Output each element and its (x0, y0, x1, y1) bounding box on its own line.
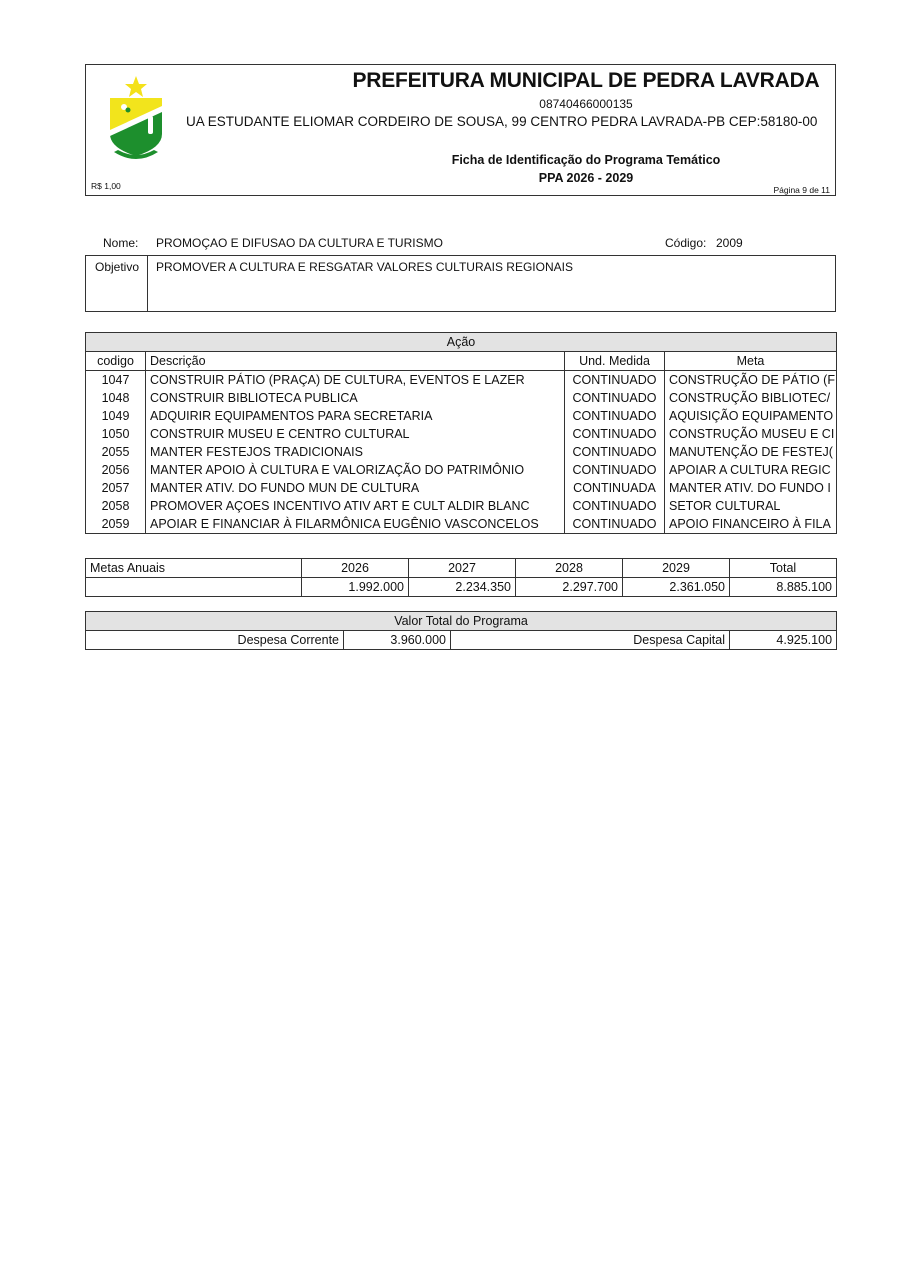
acao-descricao: MANTER ATIV. DO FUNDO MUN DE CULTURA (146, 479, 565, 497)
table-row (86, 389, 837, 407)
currency-unit: R$ 1,00 (91, 181, 121, 191)
acao-meta: MANUTENÇÃO DE FESTEJ( (665, 443, 837, 461)
acao-descricao: MANTER APOIO À CULTURA E VALORIZAÇÃO DO PATRIMÔNIO (146, 461, 565, 479)
nome-label: Nome: (103, 236, 139, 250)
table-row (86, 461, 837, 479)
value-2028: 2.297.700 (516, 578, 623, 597)
valor-total-table (85, 611, 837, 650)
cnpj: 08740466000135 (539, 97, 633, 111)
acao-meta: CONSTRUÇÃO DE PÁTIO (F (665, 371, 837, 390)
acao-meta: AQUISIÇÃO EQUIPAMENTO (665, 407, 837, 425)
value-2029: 2.361.050 (623, 578, 730, 597)
acao-codigo: 1049 (86, 407, 146, 425)
metas-anuais-label: Metas Anuais (86, 559, 302, 578)
acao-title: Ação (86, 333, 837, 352)
objetivo-text: PROMOVER A CULTURA E RESGATAR VALORES CULTURAIS REGIONAIS (156, 260, 573, 274)
acao-unidade: CONTINUADO (565, 443, 665, 461)
acao-unidade: CONTINUADO (565, 461, 665, 479)
year-total: Total (730, 559, 837, 578)
address: UA ESTUDANTE ELIOMAR CORDEIRO DE SOUSA, 99 CENTRO PEDRA LAVRADA-PB CEP:58180-00 (186, 114, 818, 129)
acao-meta: CONSTRUÇÃO MUSEU E CI (665, 425, 837, 443)
table-row (86, 443, 837, 461)
acao-unidade: CONTINUADA (565, 479, 665, 497)
coat-of-arms-icon (104, 74, 168, 164)
table-row (86, 479, 837, 497)
acao-codigo: 2056 (86, 461, 146, 479)
acao-descricao: CONSTRUIR PÁTIO (PRAÇA) DE CULTURA, EVENTOS E LAZER (146, 371, 565, 390)
acao-unidade: CONTINUADO (565, 515, 665, 534)
acao-codigo: 1048 (86, 389, 146, 407)
year-2027: 2027 (409, 559, 516, 578)
acao-descricao: PROMOVER AÇOES INCENTIVO ATIV ART E CULT ALDIR BLANC (146, 497, 565, 515)
valor-total-title: Valor Total do Programa (86, 612, 837, 631)
acao-meta: APOIO FINANCEIRO À FILA (665, 515, 837, 534)
acao-descricao: MANTER FESTEJOS TRADICIONAIS (146, 443, 565, 461)
acao-meta: MANTER ATIV. DO FUNDO I (665, 479, 837, 497)
program-code: 2009 (716, 236, 743, 250)
table-row (86, 497, 837, 515)
objetivo-box (85, 255, 836, 312)
acao-codigo: 1047 (86, 371, 146, 390)
acao-descricao: CONSTRUIR MUSEU E CENTRO CULTURAL (146, 425, 565, 443)
table-row (86, 371, 837, 390)
municipality-title: PREFEITURA MUNICIPAL DE PEDRA LAVRADA (352, 69, 820, 92)
acao-meta: APOIAR A CULTURA REGIC (665, 461, 837, 479)
metas-empty-cell (86, 578, 302, 597)
despesa-corrente-value: 3.960.000 (344, 631, 451, 650)
acao-unidade: CONTINUADO (565, 407, 665, 425)
acao-table (85, 332, 837, 534)
year-2029: 2029 (623, 559, 730, 578)
acao-unidade: CONTINUADO (565, 425, 665, 443)
acao-unidade: CONTINUADO (565, 497, 665, 515)
acao-codigo: 2057 (86, 479, 146, 497)
col-und-medida: Und. Medida (565, 352, 665, 371)
value-total: 8.885.100 (730, 578, 837, 597)
table-row (86, 515, 837, 534)
acao-descricao: CONSTRUIR BIBLIOTECA PUBLICA (146, 389, 565, 407)
despesa-capital-value: 4.925.100 (730, 631, 837, 650)
acao-meta: CONSTRUÇÃO BIBLIOTEC/ (665, 389, 837, 407)
objetivo-label: Objetivo (95, 260, 140, 274)
document-header (85, 64, 836, 196)
col-descricao: Descrição (146, 352, 565, 371)
acao-unidade: CONTINUADO (565, 371, 665, 390)
page-number: Página 9 de 11 (773, 185, 830, 195)
year-2028: 2028 (516, 559, 623, 578)
year-2026: 2026 (302, 559, 409, 578)
acao-unidade: CONTINUADO (565, 389, 665, 407)
acao-codigo: 2059 (86, 515, 146, 534)
acao-codigo: 1050 (86, 425, 146, 443)
table-row (86, 407, 837, 425)
despesa-capital-label: Despesa Capital (451, 631, 730, 650)
acao-codigo: 2058 (86, 497, 146, 515)
document-subtitle: Ficha de Identificação do Programa Temático (451, 153, 721, 167)
value-2027: 2.234.350 (409, 578, 516, 597)
col-codigo: codigo (86, 352, 146, 371)
acao-codigo: 2055 (86, 443, 146, 461)
table-row (86, 425, 837, 443)
despesa-corrente-label: Despesa Corrente (86, 631, 344, 650)
acao-descricao: ADQUIRIR EQUIPAMENTOS PARA SECRETARIA (146, 407, 565, 425)
col-meta: Meta (665, 352, 837, 371)
value-2026: 1.992.000 (302, 578, 409, 597)
acao-meta: SETOR CULTURAL (665, 497, 837, 515)
ppa-period: PPA 2026 - 2029 (538, 171, 634, 185)
program-name: PROMOÇAO E DIFUSAO DA CULTURA E TURISMO (156, 236, 443, 250)
acao-descricao: APOIAR E FINANCIAR À FILARMÔNICA EUGÊNIO VASCONCELOS (146, 515, 565, 534)
codigo-label: Código: (665, 236, 707, 250)
metas-anuais-table (85, 558, 837, 597)
